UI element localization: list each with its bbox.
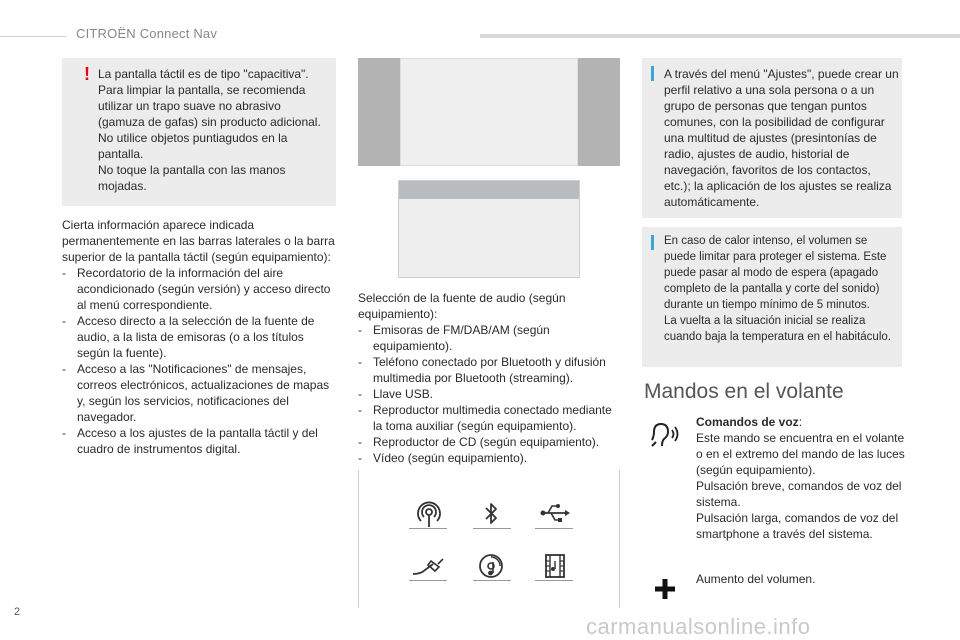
watermark: carmanualsonline.info (586, 614, 811, 639)
list-item: - Vídeo (según equipamiento). (358, 451, 528, 465)
list-item: - Reproductor de CD (según equipamiento). (358, 435, 600, 449)
page-number: 2 (14, 606, 21, 618)
info-icon (651, 66, 654, 81)
list-item: - Emisoras de FM/DAB/AM (según equipamiento). (358, 323, 550, 353)
screen-illustration-1 (358, 58, 620, 166)
info-notice-heat (642, 227, 902, 367)
aux-jack-icon (411, 556, 445, 580)
left-column (62, 217, 338, 457)
left-intro: Cierta información aparece indicada permanentemente en las barras laterales o la barra superior de la pantalla táctil (según equipamiento): (62, 218, 335, 264)
voice-command-block: Comandos de voz: Este mando se encuentra en el volante o en el extremo del mando de las luces (según equipamiento). Pulsación breve, comandos de voz del sistema. Pulsación larga, comandos de voz del smartphone a través del sistema. (696, 414, 908, 542)
list-item: - Recordatorio de la información del aire acondicionado (según versión) y acceso directo al menú correspondiente. (62, 266, 331, 312)
header-title: CITROËN Connect Nav (76, 26, 218, 41)
info-text-heat: En caso de calor intenso, el volumen se puede limitar para proteger el sistema. Este puede pasar al modo de espera (apagado completo de la pantalla y corte del sonido) durante un tiempo mínimo de 5 minutos. La vuelta a la situación inicial se realiza cuando baja la temperatura en el habitáculo. (664, 235, 891, 343)
list-item: - Acceso a las "Notificaciones" de mensajes, correos electrónicos, actualizaciones de mapas y, según los servicios, notificaciones del navegador. (62, 362, 330, 424)
list-item: - Acceso a los ajustes de la pantalla táctil y del cuadro de instrumentos digital. (62, 426, 318, 456)
plus-icon (654, 578, 676, 600)
middle-intro: Selección de la fuente de audio (según equipamiento): (358, 291, 566, 321)
audio-source-icons-panel (358, 470, 620, 608)
section-title: Mandos en el volante (644, 380, 844, 403)
header-bar (480, 34, 960, 38)
left-list (62, 265, 338, 457)
warning-notice (62, 58, 336, 206)
header-rule (0, 36, 66, 37)
info-icon (651, 235, 654, 250)
screen-illustration-2 (398, 180, 580, 278)
video-icon (543, 552, 567, 580)
cd-icon (477, 552, 505, 580)
list-item: - Reproductor multimedia conectado mediante la toma auxiliar (según equipamiento). (358, 403, 612, 433)
voice-command-icon (648, 420, 682, 452)
list-item: - Llave USB. (358, 387, 434, 401)
info-notice-settings (642, 58, 902, 218)
info-text-settings: A través del menú "Ajustes", puede crear un perfil relativo a una sola persona o a un grupo de personas que tengan puntos comunes, con la posibilidad de configurar una multitud de ajustes (presintonías de radio, ajustes de audio, historial de navegación, favoritos de los contactos, etc.); la aplicación de los ajustes se realiza automáticamente. (664, 67, 899, 209)
volume-up-text: Aumento del volumen. (696, 572, 816, 586)
usb-icon (539, 502, 571, 524)
exclamation-warning-icon: ! (84, 64, 90, 84)
list-item: - Acceso directo a la selección de la fuente de audio, a la lista de emisoras (o a los títulos según la fuente). (62, 314, 315, 360)
middle-column (358, 290, 624, 466)
warning-text: La pantalla táctil es de tipo "capacitiva". Para limpiar la pantalla, se recomienda utilizar un trapo suave no abrasivo (gamuza de gafas) sin producto adicional. No utilice objetos puntiagudos en la pantalla. No toque la pantalla con las manos mojadas. (98, 67, 321, 193)
voice-command-text: Este mando se encuentra en el volante o en el extremo del mando de las luces (según equipamiento). Pulsación breve, comandos de voz del sistema. Pulsación larga, comandos de voz del smartphone a través del sistema. (696, 431, 905, 541)
voice-command-label: Comandos de voz (696, 415, 799, 429)
list-item: - Teléfono conectado por Bluetooth y difusión multimedia por Bluetooth (streaming). (358, 355, 606, 385)
bluetooth-icon (479, 500, 503, 528)
audio-source-list (358, 322, 624, 466)
radio-icon (415, 500, 443, 528)
